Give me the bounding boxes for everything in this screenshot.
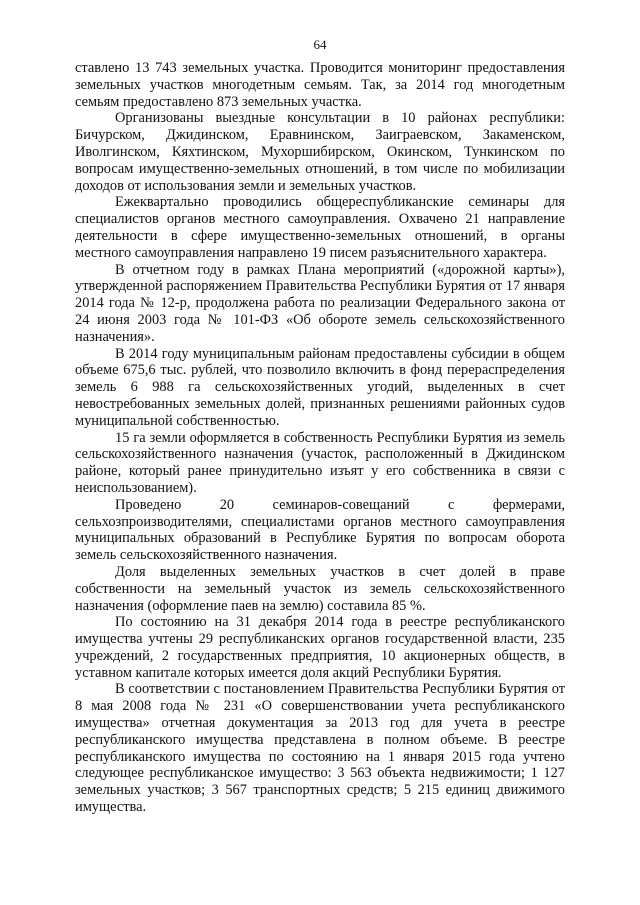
paragraph-land-ownership: 15 га земли оформляется в собственность Республики Бурятия из земель сельскохозяйственного назначения (участок, расположенный в Джидинском районе, который ранее принудительно изъят у его собственника в связи с неиспользованием). [75,429,565,496]
paragraph-road-map: В отчетном году в рамках Плана мероприятий («дорожной карты»), утвержденной распоряжением Правительства Республики Бурятия от 17 января 2014 года № 12-р, продолжена работа по реализации Федерального закона от 24 июня 2003 года № 101-ФЗ «Об обороте земель сельскохозяйственного назначения». [75,261,565,345]
paragraph-registry-status: По состоянию на 31 декабря 2014 года в реестре республиканского имущества учтены 29 республиканских органов государственной власти, 235 учреждений, 2 государственных предприятия, 10 акционерных обществ, в уставном капитале которых имеется доля акций Республики Бурятия. [75,614,565,681]
paragraph-consultations: Организованы выездные консультации в 10 районах республики: Бичурском, Джидинском, Еравнинском, Заиграевском, Закаменском, Иволгинском, Кяхтинском, Мухоршибирском, Окинском, Тункинском по вопросам имущественно-земельных отношений, в том числе по мобилизации доходов от использования земли и земельных участков. [75,110,565,194]
page-number: 64 [313,37,327,52]
paragraph-share-percent: Доля выделенных земельных участков в счет долей в праве собственности на земельный участок из земель сельскохозяйственного назначения (оформление паев на землю) составила 85 %. [75,563,565,614]
paragraph-seminars: Ежеквартально проводились общереспубликанские семинары для специалистов органов местного самоуправления. Охвачено 21 направление деятельности в сфере имущественно-земельных отношений, в органы местного самоуправления направлено 19 писем разъяснительного характера. [75,194,565,261]
paragraph-meetings: Проведено 20 семинаров-совещаний с фермерами, сельхозпроизводителями, специалистами органов местного самоуправления муниципальных образований в Республике Бурятия по вопросам оборота земель сельскохозяйственного назначения. [75,496,565,564]
paragraph-continuation: ставлено 13 743 земельных участка. Проводится мониторинг предоставления земельных участков многодетным семьям. Так, за 2014 год многодетным семьям предоставлено 873 земельных участка. [75,60,565,110]
body-text [75,60,565,816]
paragraph-registry-documentation: В соответствии с постановлением Правительства Республики Бурятия от 8 мая 2008 года № 231 «О совершенствовании учета республиканского имущества» отчетная документация за 2013 год для учета в реестре республиканского имущества представлена в полном объеме. В реестре республиканского имущества по состоянию на 1 января 2015 года учтено следующее республиканское имущество: 3 563 объекта недвижимости; 1 127 земельных участков; 3 567 транспортных средств; 5 215 единиц движимого имущества. [75,681,565,816]
paragraph-subsidies: В 2014 году муниципальным районам предоставлены субсидии в общем объеме 675,6 тыс. рублей, что позволило включить в фонд перераспределения земель 6 988 га сельскохозяйственных угодий, выделенных в счет невостребованных земельных долей, признанных решениями районных судов муниципальной собственностью. [75,345,565,429]
